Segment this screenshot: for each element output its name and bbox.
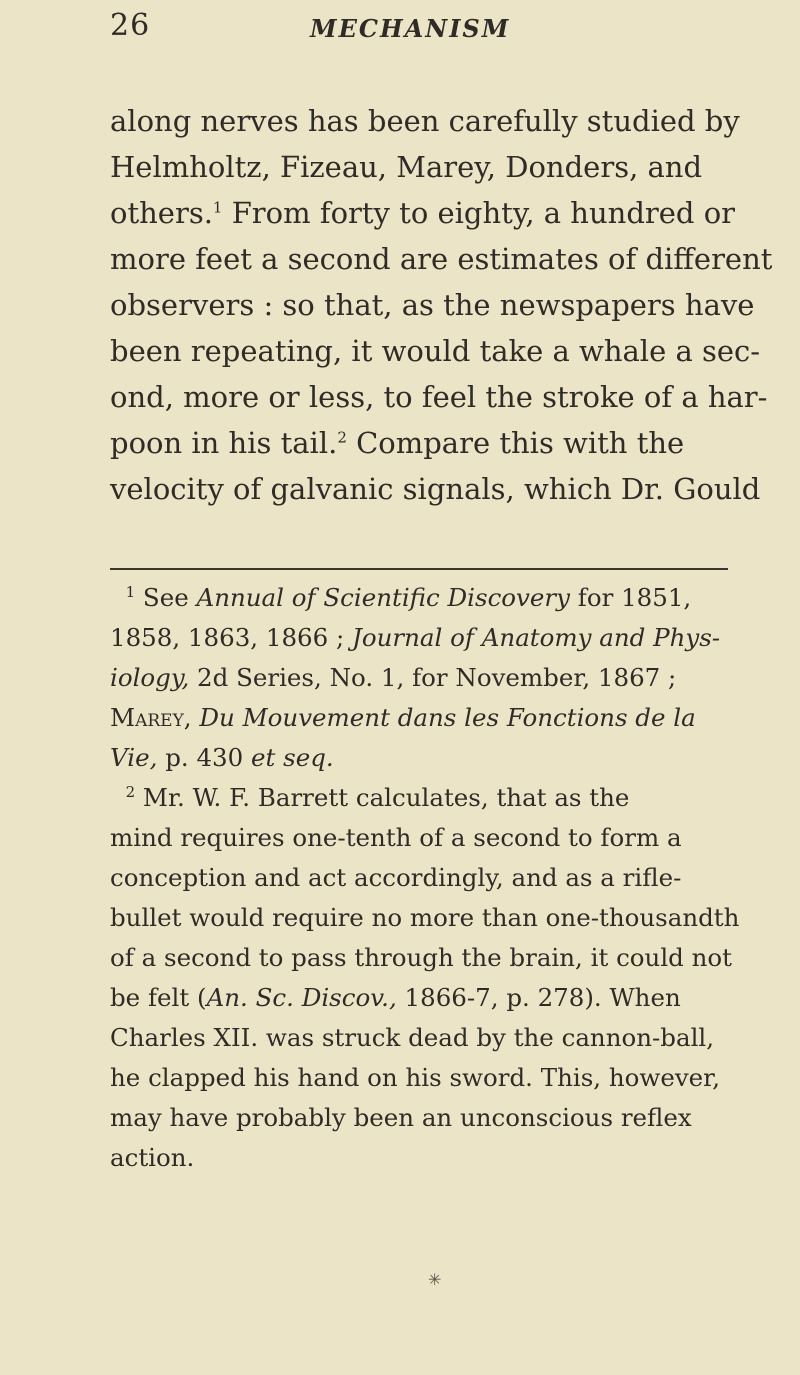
- text-fragment: From forty to eighty, a hundred or: [231, 196, 736, 230]
- footnote-marker-2: 2: [125, 782, 136, 801]
- text-line: been repeating, it would take a whale a sec-: [110, 334, 761, 368]
- text-line: more feet a second are estimates of different: [110, 242, 773, 276]
- footnote-2-line: of a second to pass through the brain, it could not: [110, 943, 733, 972]
- text-fragment: See: [142, 583, 189, 612]
- main-text: [110, 98, 773, 512]
- running-title: MECHANISM: [310, 14, 511, 43]
- footnote-1-line: [110, 658, 730, 698]
- text-line: observers : so that, as the newspapers have: [110, 288, 755, 322]
- footnote-ref-1: 1: [212, 198, 223, 217]
- text-fragment: for 1851,: [577, 583, 692, 612]
- page-header: [110, 8, 710, 68]
- footnote-marker-1: 1: [125, 582, 136, 601]
- footnote-2-line: bullet would require no more than one-thousandth: [110, 903, 740, 932]
- text-fragment: Annual of Scientific Discovery: [196, 583, 570, 612]
- text-line: ond, more or less, to feel the stroke of a har-: [110, 380, 768, 414]
- printer-mark-icon: ✳: [428, 1270, 442, 1289]
- footnote-2-line: [110, 978, 730, 1018]
- footnote-2-line: Charles XII. was struck dead by the cannon-ball,: [110, 1023, 715, 1052]
- text-line: Helmholtz, Fizeau, Marey, Donders, and: [110, 150, 703, 184]
- footnote-2-line: conception and act accordingly, and as a rifle-: [110, 863, 682, 892]
- text-line: along nerves has been carefully studied by: [110, 104, 740, 138]
- text-fragment: An. Sc. Discov.,: [206, 983, 397, 1012]
- text-fragment: others.: [110, 196, 213, 230]
- text-fragment: Du Mouvement dans les Fonctions de la: [199, 703, 696, 732]
- footnote-divider: [110, 568, 728, 570]
- text-fragment: poon in his tail.: [110, 426, 338, 460]
- footnote-2-line: he clapped his hand on his sword. This, however,: [110, 1063, 720, 1092]
- footnote-2-line: mind requires one-tenth of a second to form a: [110, 823, 682, 852]
- text-fragment: Compare this with the: [356, 426, 685, 460]
- text-line: [110, 190, 736, 236]
- footnote-1-line: [110, 698, 730, 738]
- footnote-2-line: may have probably been an unconscious reflex: [110, 1103, 692, 1132]
- footnote-2-line: [110, 778, 730, 818]
- text-fragment: Mr. W. F. Barrett calculates, that as the: [142, 783, 630, 812]
- text-fragment: Journal of Anatomy and Phys-: [352, 623, 721, 652]
- footnote-1-line: [110, 738, 730, 778]
- text-fragment: 1866-7, p. 278). When: [404, 983, 681, 1012]
- text-line: velocity of galvanic signals, which Dr. Gould: [110, 472, 761, 506]
- footnote-ref-2: 2: [337, 428, 347, 447]
- page-number: 26: [110, 8, 151, 43]
- footnote-2-line: action.: [110, 1143, 195, 1172]
- footnote-1-line: [110, 578, 730, 618]
- text-fragment: Marey,: [110, 703, 192, 732]
- footnote-1-line: [110, 618, 730, 658]
- text-fragment: 1858, 1863, 1866 ;: [110, 623, 345, 652]
- text-fragment: iology,: [110, 663, 190, 692]
- footnotes: [110, 578, 740, 1178]
- text-line: [110, 420, 730, 466]
- text-fragment: p. 430: [165, 743, 244, 772]
- text-fragment: 2d Series, No. 1, for November, 1867 ;: [197, 663, 677, 692]
- text-fragment: et seq.: [251, 743, 334, 772]
- text-fragment: Vie,: [110, 743, 158, 772]
- text-fragment: be felt (: [110, 983, 207, 1012]
